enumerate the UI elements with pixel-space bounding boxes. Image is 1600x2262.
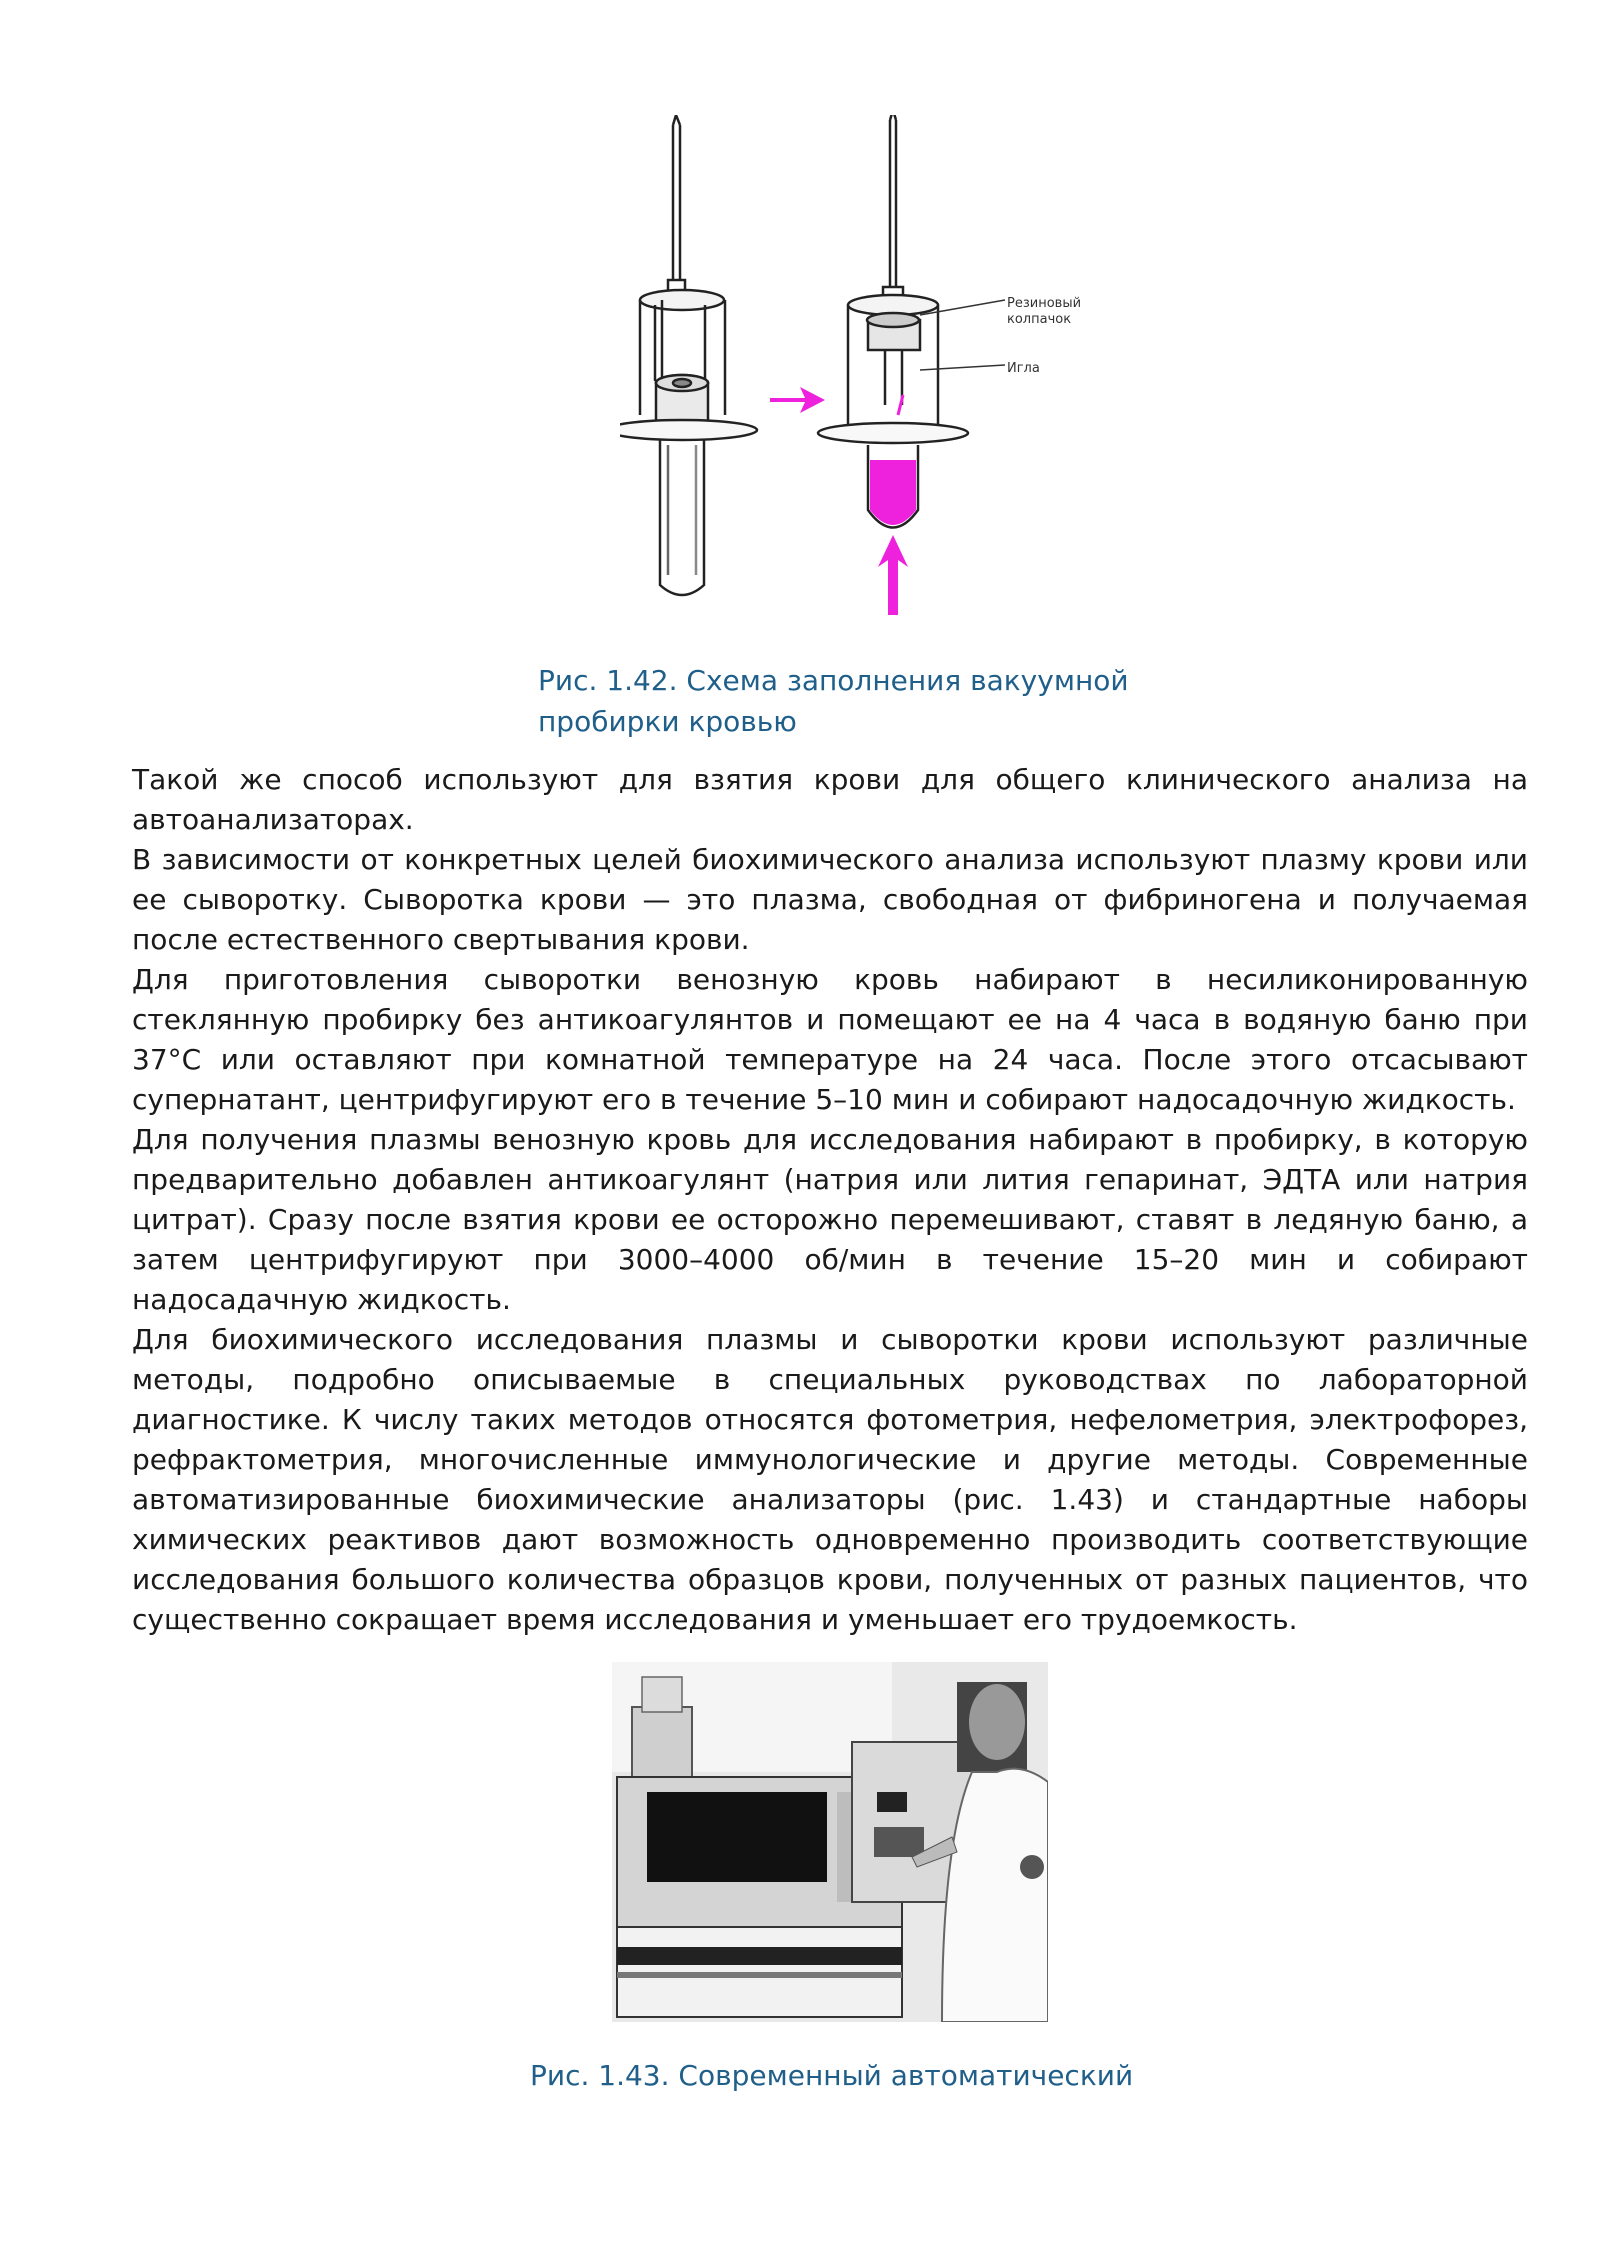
body-text <box>132 760 1528 1640</box>
svg-text:колпачок: колпачок <box>1007 312 1072 327</box>
left-tube-assembly <box>620 115 757 595</box>
paragraph: Для приготовления сыворотки венозную кровь набирают в несиликонированную стеклянную пробирку без антикоагулянтов и помещают ее на 4 часа в водяную баню при 37°C или оставляют при комнатной температуре на 24 часа. После этого отсасывают супернатант, центрифугируют его в течение 5–10 мин и собирают надосадочную жидкость. <box>132 963 1528 1116</box>
rubber-cap-label: Резиновый <box>1007 296 1082 311</box>
vacuum-tube-diagram <box>620 115 1100 615</box>
paragraph: Такой же способ используют для взятия крови для общего клинического анализа на автоанализаторах. <box>132 763 1528 836</box>
paragraph: В зависимости от конкретных целей биохимического анализа используют плазму крови или ее сыворотку. Сыворотка крови — это плазма, свободная от фибриногена и получаемая после естественного свертывания крови. <box>132 843 1528 956</box>
paragraph: Для биохимического исследования плазмы и сыворотки крови используют различные методы, подробно описываемые в специальных руководствах по лабораторной диагностике. К числу таких методов относятся фотометрия, нефелометрия, электрофорез, рефрактометрия, многочисленные иммунологические и другие методы. Современные автоматизированные биохимические анализаторы (рис. 1.43) и стандартные наборы химических реактивов дают возможность одновременно производить соответствующие исследования большого количества образцов крови, полученных от разных пациентов, что существенно сокращает время исследования и уменьшает его трудоемкость. <box>132 1323 1528 1636</box>
blood-fill <box>870 460 916 525</box>
paragraph: Для получения плазмы венозную кровь для исследования набирают в пробирку, в которую предварительно добавлен антикоагулянт (натрия или лития гепаринат, ЭДТА или натрия цитрат). Сразу после взятия крови ее осторожно перемешивают, ставят в ледяную баню, а затем центрифугируют при 3000–4000 об/мин в течение 15–20 мин и собирают надосадачную жидкость. <box>132 1123 1528 1316</box>
figure-1-42-caption: Рис. 1.42. Схема заполнения вакуумной пробирки кровью <box>538 664 1129 738</box>
needle-label: Игла <box>1007 361 1040 376</box>
arrow-right-icon <box>770 387 825 413</box>
arrow-up-icon <box>878 535 908 615</box>
biochemical-analyzer-photo <box>612 1662 1048 2022</box>
figure-1-43-caption: Рис. 1.43. Современный автоматический <box>530 2059 1134 2092</box>
